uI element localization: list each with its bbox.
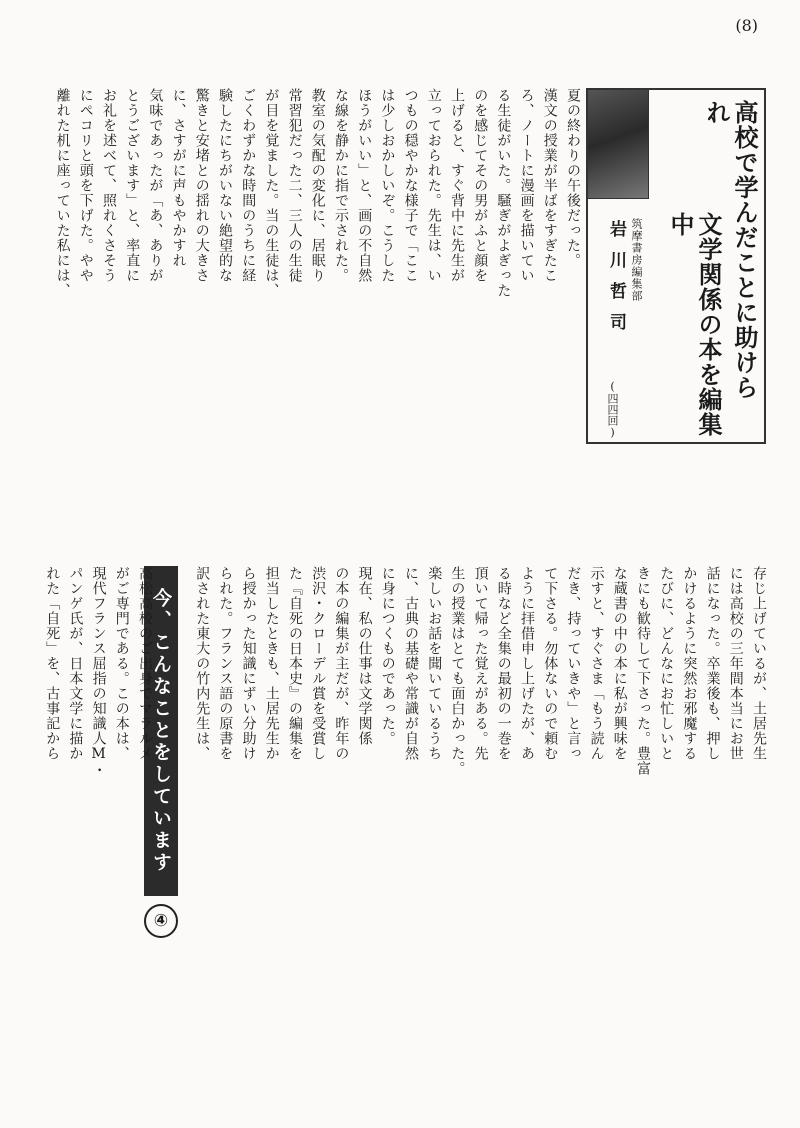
- text-column: のを感じてその男がふと顔を: [472, 88, 489, 283]
- article-title-line1: 高校で学んだことに助けられ: [702, 100, 758, 400]
- text-column: る生徒がいた。騒ぎがよぎった: [495, 88, 512, 298]
- text-column: とうございます」と、率直に: [124, 88, 141, 283]
- text-column: きにも歓待して下さった。豊富: [635, 566, 651, 776]
- text-column: 渋沢・クローデル賞を受賞し: [310, 566, 327, 761]
- text-column: には高校の三年間本当にお世: [727, 566, 744, 761]
- text-column: 現在、私の仕事は文学関係: [356, 566, 373, 746]
- text-column: パンゲ氏が、日本文学に描か: [67, 566, 84, 761]
- text-column: な蔵書の中の本に私が興味を: [611, 566, 628, 761]
- text-column: 驚きと安堵との揺れの大きさ: [193, 88, 210, 283]
- text-column: 示すと、すぐさま「もう読ん: [588, 566, 605, 761]
- text-column: 立っておられた。先生は、い: [425, 88, 442, 283]
- text-column: の本の編集が主だが、昨年の: [333, 566, 350, 761]
- page-number: (8): [735, 16, 758, 35]
- text-column: 生の授業はとても面白かった。: [449, 566, 466, 776]
- text-column: たびに、どんなにお忙しいと: [658, 566, 675, 761]
- text-column: ように拝借申し上げたが、あ: [519, 566, 535, 761]
- author-affiliation: 筑摩書房編集部: [630, 218, 643, 302]
- text-column: 夏の終わりの午後だった。: [565, 88, 581, 268]
- series-number-badge: ④: [144, 904, 178, 938]
- text-column: が目を覚ました。当の生徒は、: [263, 88, 280, 298]
- text-column: 頂いて帰った覚えがある。先: [472, 566, 489, 761]
- text-column: 気味であったが「あ、ありが: [147, 88, 164, 283]
- text-column: ほうがいい」と、画の不自然: [356, 88, 373, 283]
- text-column: る時など全集の最初の一巻を: [495, 566, 512, 761]
- text-column: 楽しいお話を聞いているうち: [426, 566, 443, 761]
- text-column: は少しおかしいぞ。こうした: [379, 88, 396, 283]
- text-column: ら授かった知識にずい分助け: [240, 566, 257, 761]
- text-column: 存じ上げているが、土居先生: [751, 566, 767, 761]
- text-column: ごくわずかな時間のうちに経: [240, 88, 257, 283]
- author-graduating-class: (四四回): [606, 380, 619, 439]
- text-column: つもの穏やかな様子で「ここ: [402, 88, 419, 283]
- text-column: られた。フランス語の原書を: [217, 566, 234, 761]
- text-column: 上げると、すぐ背中に先生が: [449, 88, 465, 283]
- text-column: な線を静かに指で示された。: [333, 88, 349, 283]
- text-column: 担当したときも、土居先生か: [263, 566, 280, 761]
- article-title-line2: 文学関係の本を編集中: [666, 212, 722, 437]
- text-column: に、古典の基礎や常識が自然: [403, 566, 419, 761]
- text-column: に、さすがに声もやかすれ: [170, 88, 187, 268]
- text-column: かけるように突然お邪魔する: [681, 566, 698, 761]
- text-column: に身につくものであった。: [379, 566, 396, 746]
- article-header-box: [586, 88, 766, 444]
- text-column: 教室の気配の変化に、居眠り: [309, 88, 326, 283]
- text-column: 現代フランス屈指の知識人M・: [90, 566, 107, 778]
- text-column: 験したにちがいない絶望的な: [217, 88, 233, 283]
- text-column: お礼を述べて、照れくさそう: [101, 88, 117, 283]
- text-column: た『自死の日本史』の編集を: [287, 566, 303, 761]
- text-column: て下さる。勿体ないので頼む: [542, 566, 559, 761]
- author-name: 岩川哲司: [606, 220, 626, 344]
- text-column: だき、持っていきや」と言っ: [565, 566, 582, 761]
- text-column: 離れた机に座っていた私には、: [54, 88, 71, 298]
- text-column: ろ、ノートに漫画を描いてい: [518, 88, 535, 283]
- author-photo: [588, 90, 649, 199]
- text-column: にペコリと頭を下げた。やや: [77, 88, 94, 283]
- text-column: 常習犯だった二、三人の生徒: [286, 88, 303, 283]
- text-column: 話になった。卒業後も、押し: [704, 566, 721, 761]
- text-column: 漢文の授業が半ばをすぎたこ: [541, 88, 558, 283]
- text-column: 高松高校のご出身でマラルメ: [137, 566, 153, 761]
- series-banner: 今、こんなことをしています: [144, 566, 178, 896]
- text-column: がご専門である。この本は、: [113, 566, 130, 761]
- text-column: れた「自死」を、古事記から: [44, 566, 61, 761]
- text-column: 訳された東大の竹内先生は、: [194, 566, 211, 761]
